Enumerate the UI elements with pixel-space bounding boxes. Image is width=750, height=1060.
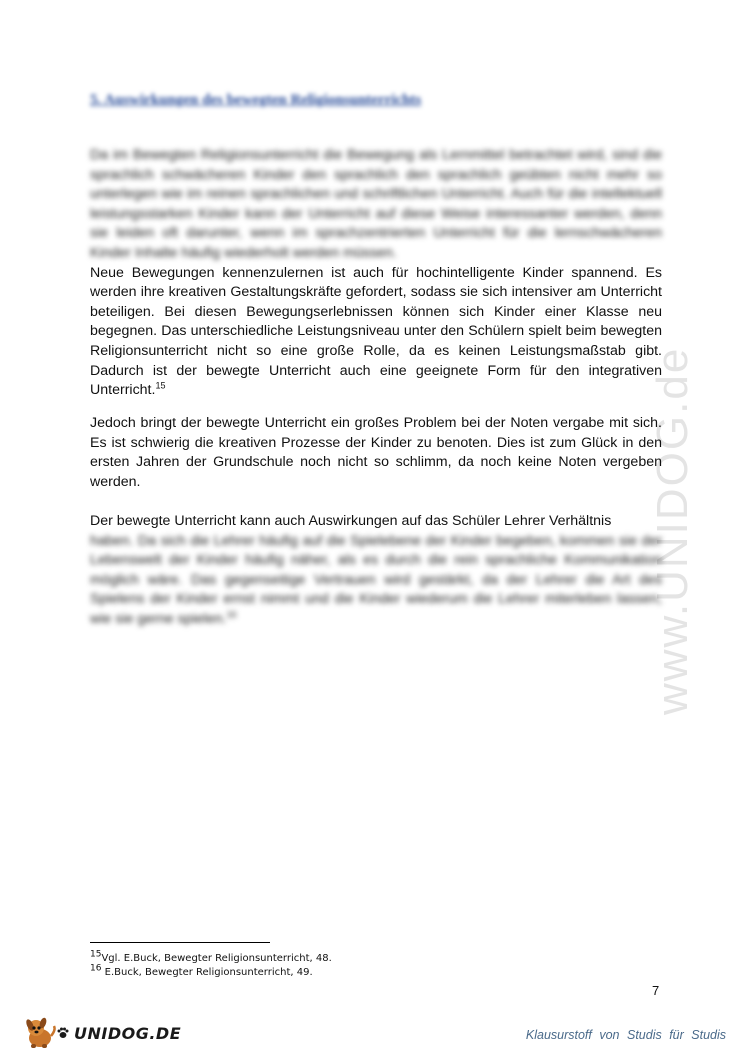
paragraph-3-visible-text: Der bewegte Unterricht kann auch Auswirkungen auf das Schüler Lehrer Verhältnis [90, 513, 612, 529]
footnote-text: Vgl. E.Buck, Bewegter Religionsunterricht, 48. [101, 953, 332, 964]
footnote-15 [90, 949, 332, 966]
watermark: www.UNIDOG.de [648, 346, 697, 715]
footnote-16 [90, 963, 332, 980]
dog-mascot-icon [22, 1016, 58, 1050]
footnote-text: E.Buck, Bewegter Religionsunterricht, 49. [101, 967, 313, 978]
paragraph-2 [90, 414, 662, 492]
paragraph-3-blurred-content: haben. Da sich die Lehrer häufig auf die Spielebene der Kinder begeben, kommen sie der Lebenswelt der Kinder häufig näher, als es durch die rein sprachliche Kommunikation möglich wäre. Das gegenseitige Vertrauen wird gestärkt, da der Lehrer die Art des Spielens der Kinder ernst nimmt und die Kinder wiederum die Lehrer miterleben lassen, wie sie gerne spielen. [90, 532, 662, 627]
paw-icon [56, 1026, 70, 1040]
paragraph-1-blurred-text: Da im Bewegten Religionsunterricht die Bewegung als Lernmittel betrachtet wird, sind die sprachlich schwächeren Kinder den sprachlich den sprachlich geübten nicht mehr so unterlegen wie im reinen sprachlichen und schriftlichen Unterricht. Auch für die intellektuell leistungsstarken Kinder kann der Unterricht auf diese Weise interessanter werden, denn sie leiden oft darunter, wenn im sprachzentrierten Unterricht für die lernschwächeren Kinder Inhalte häufig wiederholt werden müssen. [90, 147, 662, 261]
page-number: 7 [652, 983, 660, 998]
footnote-separator [90, 942, 270, 943]
footnote-number: 15 [90, 949, 102, 960]
paragraph-2-text: Jedoch bringt der bewegte Unterricht ein großes Problem bei der Noten vergabe mit sich. Es ist schwierig die kreativen Prozesse der Kinder zu benoten. Dies ist zum Glück in den ersten Jahren der Grundschule noch nicht so schlimm, da noch keine Noten vergeben werden. [90, 415, 662, 490]
unidog-logo[interactable] [22, 1016, 181, 1050]
paragraph-1-visible-text [90, 264, 662, 401]
footnotes [90, 949, 332, 980]
logo-text: UNIDOG.DE [74, 1023, 182, 1043]
paragraph-1-visible-content: Neue Bewegungen kennenzulernen ist auch für hochintelligente Kinder spannend. Es werden ihre kreativen Gestaltungskräfte gefordert, sodass sie sich intensiver am Unterricht beteiligen. Bei diesen Bewegungserlebnissen können sich Kinder einer Klasse neu begegnen. Das unterschiedliche Leistungsniveau unter den Schülern spielt beim bewegten Religionsunterricht nicht so eine große Rolle, da es keinen Leistungsmaßstab gibt. Dadurch ist der bewegte Unterricht auch eine geeignete Form für den integrativen Unterricht. [90, 264, 662, 399]
footer-tagline: Klausurstoff von Studis für Studis [525, 1028, 726, 1042]
footnote-number: 16 [90, 963, 102, 974]
footnote-reference-15[interactable]: 15 [155, 380, 166, 391]
paragraph-1 [90, 146, 662, 401]
footnote-reference-16: 16 [226, 609, 237, 620]
section-heading: 5. Auswirkungen des bewegten Religionsunterrichts [90, 92, 422, 108]
paragraph-3 [90, 512, 662, 630]
paragraph-3-blurred-text [90, 532, 662, 630]
